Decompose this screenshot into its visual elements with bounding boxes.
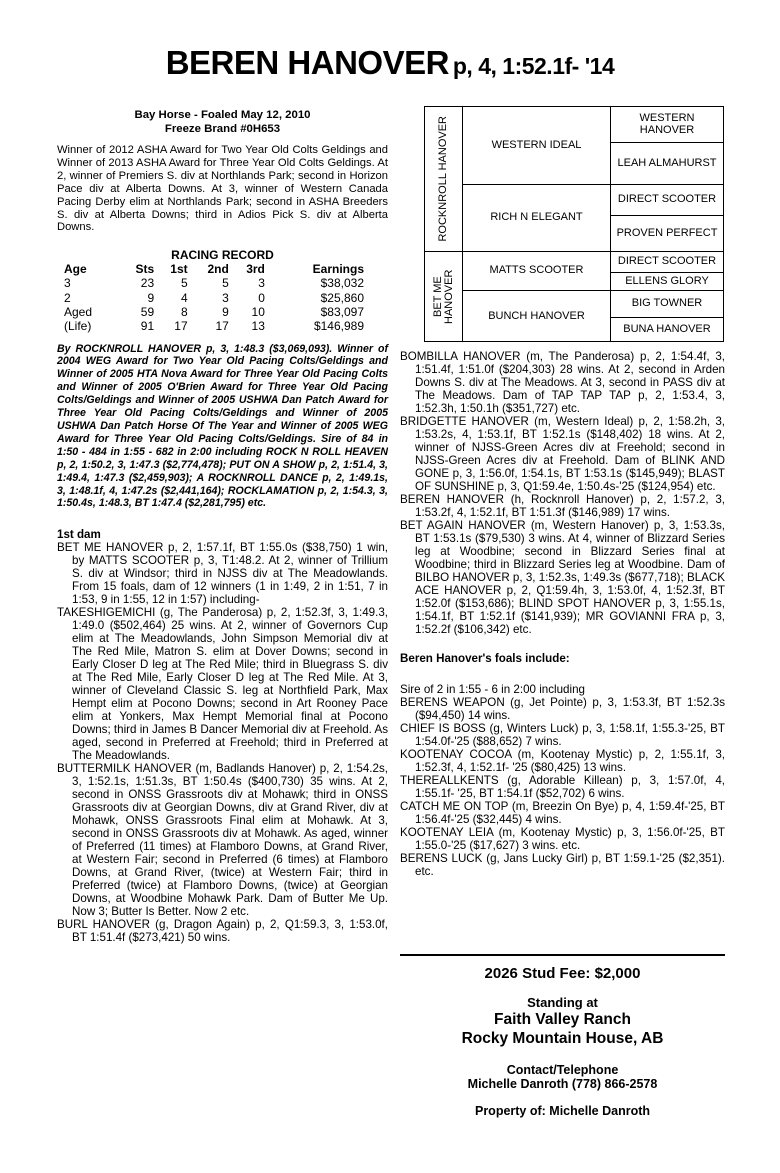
brand-line: Freeze Brand #0H653 bbox=[164, 123, 281, 135]
table-cell: 91 bbox=[140, 319, 155, 334]
table-cell: 5 bbox=[180, 276, 188, 291]
produce-entry: TAKESHIGEMICHI (g, The Panderosa) p, 2, 1:52.3f, 3, 1:49.3, 1:49.0 ($502,464) 25 wins. At 2, winner of Governors Cup elim at The Meadowlands, John Simpson Memorial div at The Red Mile, Matron S. elim at Dover Downs; second in Early Closer D leg at The Red Mile; third in Bluegrass S. div at The Red Mile, Early Closer D leg at The Red Mile. At 3, winner of Cleveland Classic S. leg at Northfield Park, Max Hempt elim at Pocono Downs; second in Art Rooney Pace elim at Yonkers, Max Hempt Memorial final at Pocono Downs; third in James B Dancer Memorial div at Freehold. As aged, second in Preferred at Freehold; third in Preferred at The Meadowlands. bbox=[57, 606, 388, 763]
pedigree-chart bbox=[424, 106, 724, 342]
table-cell: 17 bbox=[174, 319, 188, 334]
produce-entry: BUTTERMILK HANOVER (m, Badlands Hanover) p, 2, 1:54.2s, 3, 1:52.1s, 1:51.3s, BT 1:50.4s ($400,730) 35 wins. At 2, second in ONSS Grassroots div at Mohawk; third in ONSS Grassroots div at Georgian Downs, div at Grand River, div at Mohawk, ONSS Grassroots Final elim at Mohawk. At 3, second in ONSS Grassroots div at Mohawk. As aged, winner of Preferred (11 times) at Flamboro Downs, at Grand River, at Western Fair; second in Preferred (6 times) at Flamboro Downs, at Grand River, (twice) at Western Fair; third in Preferred (twice) at Flamboro Downs, (twice) at Georgian Downs, at Woodbine Mohawk Park. Dam of Butter Me Up. Now 3; Butter Is Better. Now 2 etc. bbox=[57, 762, 388, 919]
table-cell: 9 bbox=[222, 304, 229, 319]
foals-heading: Beren Hanover's foals include: bbox=[400, 652, 570, 665]
first-dam-heading: 1st dam bbox=[57, 528, 101, 542]
table-row bbox=[64, 305, 364, 319]
farm-name: Faith Valley Ranch bbox=[494, 1011, 631, 1028]
standing-at: Standing at bbox=[527, 995, 598, 1010]
table-cell: 4 bbox=[180, 290, 188, 305]
table-cell: 3 bbox=[222, 290, 229, 305]
table-cell: 3 bbox=[258, 276, 265, 291]
table-cell: $38,032 bbox=[320, 276, 364, 291]
table-cell: 0 bbox=[258, 290, 265, 305]
col-header: 3rd bbox=[246, 262, 265, 277]
racing-record-title: RACING RECORD bbox=[171, 248, 274, 263]
table-cell: 5 bbox=[222, 276, 229, 291]
right-column bbox=[400, 350, 725, 878]
col-header: Earnings bbox=[312, 262, 364, 277]
color-line: Bay Horse - Foaled May 12, 2010 bbox=[134, 109, 311, 121]
col-header: 1st bbox=[170, 262, 188, 277]
col-header: Sts bbox=[135, 262, 155, 277]
stud-fee: 2026 Stud Fee: $2,000 bbox=[484, 965, 641, 982]
table-cell: $83,097 bbox=[320, 304, 364, 319]
table-cell: $146,989 bbox=[313, 319, 364, 334]
foal-entry: KOOTENAY LEIA (m, Kootenay Mystic) p, 3, 1:56.0f-'25, BT 1:55.0-'25 ($17,627) 3 wins. etc. bbox=[400, 826, 725, 852]
page-title bbox=[0, 44, 780, 82]
foal-entry: CHIEF IS BOSS (g, Winters Luck) p, 3, 1:58.1f, 1:55.3-'25, BT 1:54.0f-'25 ($88,652) 7 wins. bbox=[400, 722, 725, 748]
produce-entry: BURL HANOVER (g, Dragon Again) p, 2, Q1:59.3, 3, 1:53.0f, BT 1:51.4f ($273,421) 50 wins. bbox=[57, 918, 388, 945]
foal-entry: THEREALLKENTS (g, Adorable Killean) p, 3, 1:57.0f, 4, 1:55.1f- '25, BT 1:54.1f ($52,702) 6 wins. bbox=[400, 774, 725, 800]
farm-location: Rocky Mountain House, AB bbox=[461, 1030, 664, 1047]
sire-description: By ROCKNROLL HANOVER p, 3, 1:48.3 ($3,069,093). Winner of 2004 WEG Award for Two Year Old Pacing Colts/Geldings and Winner of 2005 HTA Nova Award for Three Year Old Pacing Colts and Winner of 2005 O'Brien Award for Three Year Old Pacing Colts/Geldings and Winner of 2005 USHWA Dan Patch Award for Three Year Old Pacing Colts/Geldings and Winner of 2005 USHWA Dan Patch Horse Of The Year and Winner of 2005 WEG Award for Three Year Old Pacing Colts/Geldings. Sire of 84 in 1:50 - 484 in 1:55 - 682 in 2:00 including ROCK N ROLL HEAVEN p, 2, 1:50.2, 3, 1:47.3 ($2,774,478); PUT ON A SHOW p, 2, 1:51.4, 3, 1:49.4, 1:47.3 ($2,459,903); A ROCKNROLL DANCE p, 2, 1:49.1s, 3, 1:48.1f, 4, 1:47.2s ($2,441,164); ROCKLAMATION p, 2, 1:54.3, 3, 1:50.4s, 1:48.3, BT 1:47.4 ($2,281,795) etc. bbox=[57, 342, 388, 510]
pedigree-dam-dam: BUNCH HANOVER bbox=[463, 291, 611, 342]
pedigree-g3: LEAH ALMAHURST bbox=[611, 143, 723, 185]
contact-label: Contact/Telephone bbox=[506, 1063, 619, 1077]
foals-intro: Sire of 2 in 1:55 - 6 in 2:00 including bbox=[400, 683, 585, 696]
table-cell: 59 bbox=[140, 304, 155, 319]
pedigree-g3: WESTERN HANOVER bbox=[611, 107, 723, 143]
pedigree-g3: DIRECT SCOOTER bbox=[611, 252, 723, 273]
racing-record-header bbox=[64, 262, 364, 276]
left-column bbox=[57, 108, 388, 944]
produce-entry: BRIDGETTE HANOVER (m, Western Ideal) p, 2, 1:58.2h, 3, 1:53.2s, 4, 1:53.1f, BT 1:52.1s ($148,402) 18 wins. At 2, winner of NJSS-Green Acres div at Freehold; second in NJSS-Green Acres div at Freehold. Dam of BLINK AND GONE p, 3, 1:56.0f, 1:54.1s, BT 1:53.1s ($145,949); BLAST OF SUNSHINE p, 3, Q1:59.4e, 1:50.4s-'25 ($124,954) etc. bbox=[400, 415, 725, 493]
table-cell: 9 bbox=[147, 290, 155, 305]
pedigree-sire: ROCKNROLL HANOVER bbox=[437, 116, 449, 242]
foal-entry: KOOTENAY COCOA (m, Kootenay Mystic) p, 2, 1:55.1f, 3, 1:52.3f, 4, 1:52.1f- '25 ($80,425) 13 wins. bbox=[400, 748, 725, 774]
table-cell: 2 bbox=[64, 290, 71, 305]
divider bbox=[400, 954, 725, 956]
table-cell: 17 bbox=[215, 319, 229, 334]
produce-entry: BEREN HANOVER (h, Rocknroll Hanover) p, 2, 1:57.2, 3, 1:53.2f, 4, 1:52.1f, BT 1:51.3f ($146,989) 17 wins. bbox=[400, 493, 725, 519]
table-row bbox=[64, 319, 364, 333]
col-header: Age bbox=[64, 262, 87, 277]
table-cell: 23 bbox=[140, 276, 155, 291]
description: Winner of 2012 ASHA Award for Two Year Old Colts Geldings and Winner of 2013 ASHA Award for Three Year Old Colts Geldings. At 2, winner of Premiers S. div at Northlands Park; second in Horizon Pace div at Alberta Downs. At 3, winner of Western Canada Pacing Derby elim at Northlands Park; second in ASHA Breeders S. div at Alberta Downs; third in Adios Pick S. div at Alberta Downs. bbox=[57, 144, 388, 234]
table-cell: 8 bbox=[180, 304, 188, 319]
table-cell: $25,860 bbox=[320, 290, 364, 305]
pedigree-dam-cell bbox=[425, 252, 463, 342]
pedigree-sire-sire: WESTERN IDEAL bbox=[463, 107, 611, 185]
pedigree-sire-cell bbox=[425, 107, 463, 252]
table-cell: Aged bbox=[64, 304, 93, 319]
foal-entry: CATCH ME ON TOP (m, Breezin On Bye) p, 4, 1:59.4f-'25, BT 1:56.4f-'25 ($32,445) 4 wins. bbox=[400, 800, 725, 826]
racing-record-table bbox=[64, 262, 364, 333]
produce-entry: BET AGAIN HANOVER (m, Western Hanover) p, 3, 1:53.3s, BT 1:53.1s ($79,530) 3 wins. At 4, winner of Blizzard Series leg at Woodbine; second in Blizzard Series final at Woodbine; third in Blizzard Series leg at Woodbine. Dam of BILBO HANOVER p, 3, 1:52.3s, 1:49.3s ($677,718); BLACK ACE HANOVER p, 2, Q1:59.4h, 3, 1:53.0f, 4, 1:52.3f, BT 1:52.0f ($153,686); BLIND SPOT HANOVER p, 3, 1:55.1s, 1:54.1f, BT 1:52.1f ($141,939); MR GOVIANNI FRA p, 3, 1:52.2f ($106,342) etc. bbox=[400, 519, 725, 636]
table-row bbox=[64, 291, 364, 305]
col-header: 2nd bbox=[207, 262, 229, 277]
pedigree-g3: DIRECT SCOOTER bbox=[611, 185, 723, 216]
contact-info: Michelle Danroth (778) 866-2578 bbox=[467, 1077, 658, 1091]
produce-entry: BOMBILLA HANOVER (m, The Panderosa) p, 2, 1:54.4f, 3, 1:51.4f, 1:51.0f ($204,303) 28 wins. At 2, second in Arden Downs S. div at The Meadows. At 3, second in PASS div at The Meadows. Dam of TAP TAP TAP p, 2, 1:53.4, 3, 1:52.3h, 1:50.1h ($351,727) etc. bbox=[400, 350, 725, 415]
pedigree-g3: BUNA HANOVER bbox=[623, 323, 711, 336]
table-cell: 3 bbox=[64, 276, 71, 291]
property-of: Property of: Michelle Danroth bbox=[474, 1104, 651, 1118]
pedigree-dam-sire: MATTS SCOOTER bbox=[463, 252, 611, 291]
horse-name: BEREN HANOVER bbox=[165, 44, 449, 81]
pedigree-sire-dam: RICH N ELEGANT bbox=[463, 185, 611, 252]
table-row bbox=[64, 276, 364, 290]
table-cell: (Life) bbox=[64, 319, 92, 334]
table-cell: 10 bbox=[251, 304, 265, 319]
table-cell: 13 bbox=[251, 319, 265, 334]
pedigree-g3: BIG TOWNER bbox=[611, 291, 723, 318]
pedigree-g3: PROVEN PERFECT bbox=[611, 216, 723, 252]
dam-entry: BET ME HANOVER p, 2, 1:57.1f, BT 1:55.0s ($38,750) 1 win, by MATTS SCOOTER p, 3, T1:48.2. At 2, winner of Trillium S. div at Windsor; third in NJSS div at The Meadowlands. From 15 foals, dam of 12 winners (1 in 1:49, 2 in 1:51, 7 in 1:53, 9 in 1:55, 12 in 1:57) including- bbox=[57, 541, 388, 607]
horse-record: p, 4, 1:52.1f- '14 bbox=[452, 53, 615, 79]
pedigree-dam: BET ME HANOVER bbox=[431, 269, 455, 325]
foal-entry: BERENS LUCK (g, Jans Lucky Girl) p, BT 1:59.1-'25 ($2,351). etc. bbox=[400, 852, 725, 878]
foal-entry: BERENS WEAPON (g, Jet Pointe) p, 3, 1:53.3f, BT 1:52.3s ($94,450) 14 wins. bbox=[400, 696, 725, 722]
pedigree-g3: ELLENS GLORY bbox=[611, 273, 723, 291]
stud-info bbox=[400, 965, 725, 1118]
